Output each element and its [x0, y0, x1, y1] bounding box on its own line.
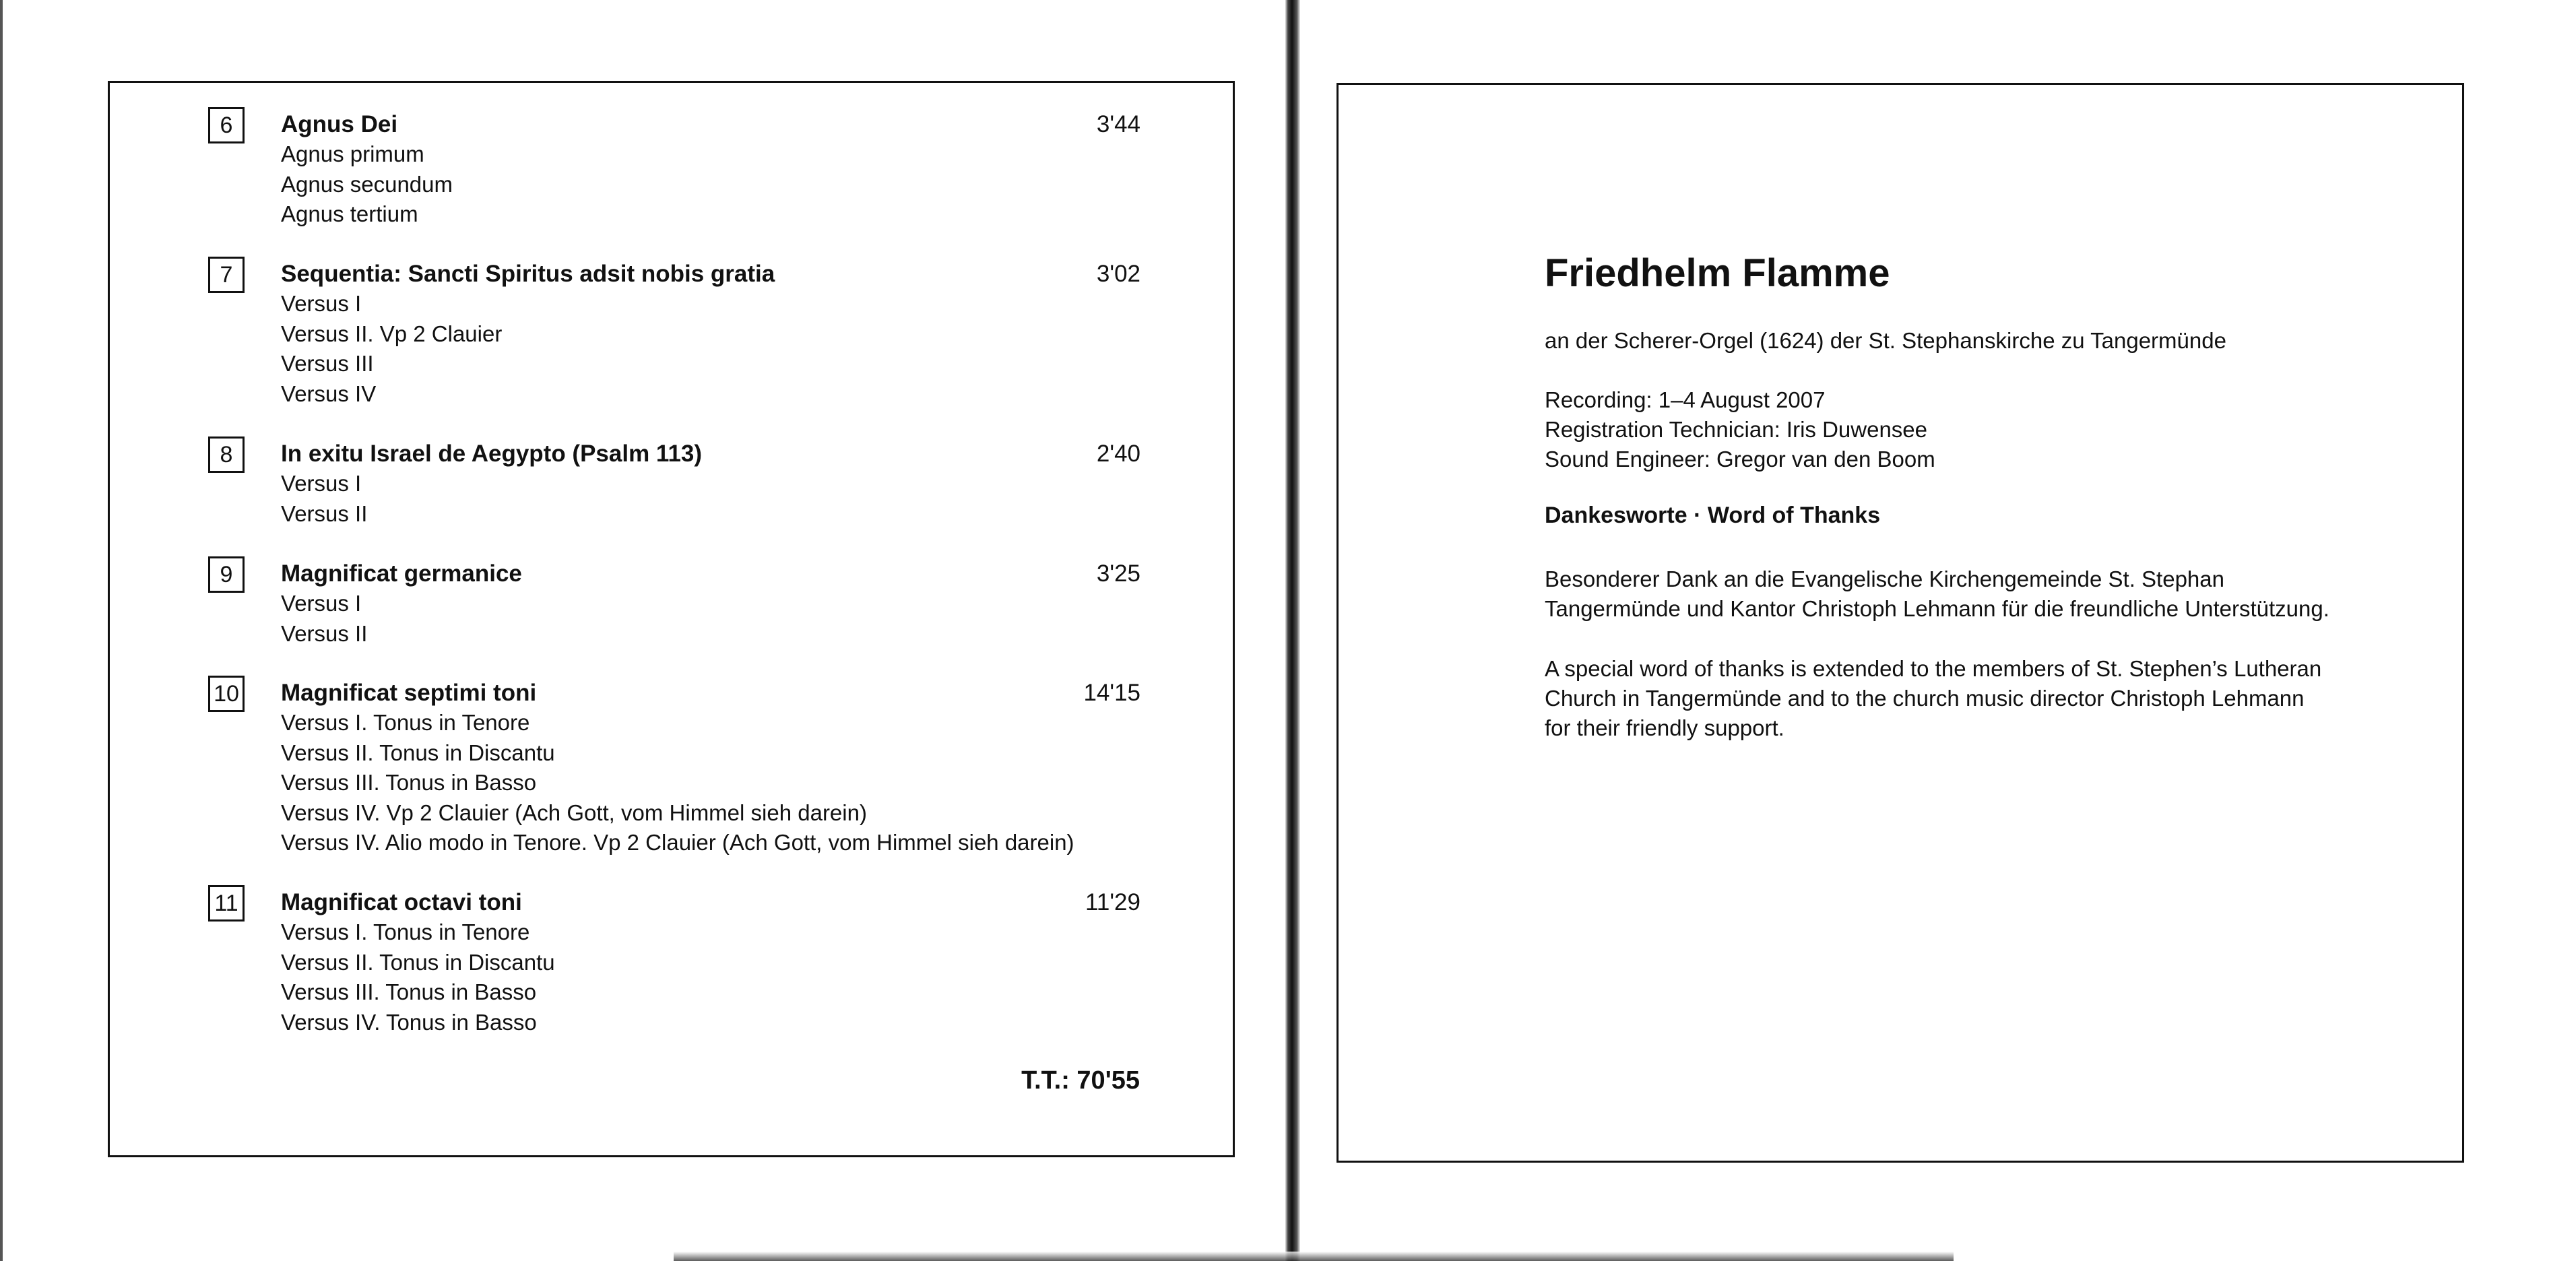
movement-item: Versus I. Tonus in Tenore: [281, 919, 530, 944]
movement-item: Versus II. Tonus in Discantu: [281, 740, 555, 765]
movement-item: Versus I. Tonus in Tenore: [281, 710, 530, 735]
movement-item: Versus IV: [281, 381, 377, 406]
movement-item: Versus I: [281, 471, 362, 496]
thanks-german-line: Tangermünde und Kantor Christoph Lehmann für die freundliche Unterstützung.: [1545, 596, 2329, 621]
track-duration: 11'29: [1085, 889, 1140, 915]
track-title: Sequentia: Sancti Spiritus adsit nobis gratia: [281, 261, 775, 287]
movement-item: Versus I: [281, 591, 362, 616]
movement-item: Versus II. Tonus in Discantu: [281, 949, 555, 975]
thanks-english-line: Church in Tangermünde and to the church music director Christoph Lehmann: [1545, 686, 2305, 711]
movement-item: Agnus tertium: [281, 201, 418, 226]
movement-item: Agnus secundum: [281, 171, 453, 197]
movement-item: Versus I: [281, 291, 362, 316]
movement-list: [281, 708, 1074, 858]
movement-item: Versus II: [281, 500, 368, 526]
track-number-box: 8: [208, 437, 245, 473]
bottom-shadow: [674, 1252, 1954, 1261]
movement-item: Versus IV. Tonus in Basso: [281, 1009, 537, 1035]
artist-name: Friedhelm Flamme: [1545, 251, 1890, 295]
movement-list: [281, 917, 555, 1037]
credits-panel: [1337, 83, 2464, 1163]
track-duration: 3'02: [1096, 261, 1140, 287]
track-duration: 3'25: [1096, 560, 1140, 587]
movement-item: Versus II: [281, 620, 368, 646]
page-left-edge: [0, 0, 3, 1261]
movement-list: [281, 139, 453, 230]
movement-item: Versus III: [281, 351, 374, 376]
track-number-box: 7: [208, 257, 245, 293]
registration-technician: Registration Technician: Iris Duwensee: [1545, 417, 1928, 442]
organ-subtitle: an der Scherer-Orgel (1624) der St. Stephanskirche zu Tangermünde: [1545, 328, 2226, 353]
thanks-german-line: Besonderer Dank an die Evangelische Kirchengemeinde St. Stephan: [1545, 567, 2224, 591]
recording-date: Recording: 1–4 August 2007: [1545, 387, 1826, 412]
movement-item: Agnus primum: [281, 141, 424, 166]
track-number-box: 11: [208, 885, 245, 922]
track-number-box: 9: [208, 556, 245, 593]
track-number-box: 6: [208, 107, 245, 143]
track-title: In exitu Israel de Aegypto (Psalm 113): [281, 441, 703, 467]
thanks-english-line: for their friendly support.: [1545, 715, 1784, 740]
booklet-spine-right: [1292, 0, 1300, 1261]
movement-item: Versus II. Vp 2 Clauier: [281, 321, 503, 346]
movement-item: Versus IV. Alio modo in Tenore. Vp 2 Clauier (Ach Gott, vom Himmel sieh darein): [281, 830, 1074, 855]
track-title: Agnus Dei: [281, 111, 398, 137]
movement-list: [281, 289, 502, 409]
track-title: Magnificat octavi toni: [281, 889, 522, 915]
movement-list: [281, 589, 367, 649]
total-time: T.T.: 70'55: [1021, 1066, 1140, 1095]
sound-engineer: Sound Engineer: Gregor van den Boom: [1545, 447, 1935, 472]
thanks-heading: Dankesworte · Word of Thanks: [1545, 503, 1881, 528]
track-number-box: 10: [208, 676, 245, 712]
track-duration: 2'40: [1096, 441, 1140, 467]
thanks-english-line: A special word of thanks is extended to the members of St. Stephen’s Lutheran: [1545, 656, 2322, 681]
booklet-spine-left: [1285, 0, 1292, 1261]
movement-list: [281, 469, 367, 529]
track-title: Magnificat septimi toni: [281, 680, 537, 706]
tracklist-panel: [108, 81, 1235, 1157]
movement-item: Versus III. Tonus in Basso: [281, 770, 537, 795]
track-duration: 14'15: [1083, 680, 1140, 706]
track-duration: 3'44: [1096, 111, 1140, 137]
track-title: Magnificat germanice: [281, 560, 522, 587]
movement-item: Versus IV. Vp 2 Clauier (Ach Gott, vom Himmel sieh darein): [281, 800, 867, 825]
movement-item: Versus III. Tonus in Basso: [281, 979, 537, 1004]
